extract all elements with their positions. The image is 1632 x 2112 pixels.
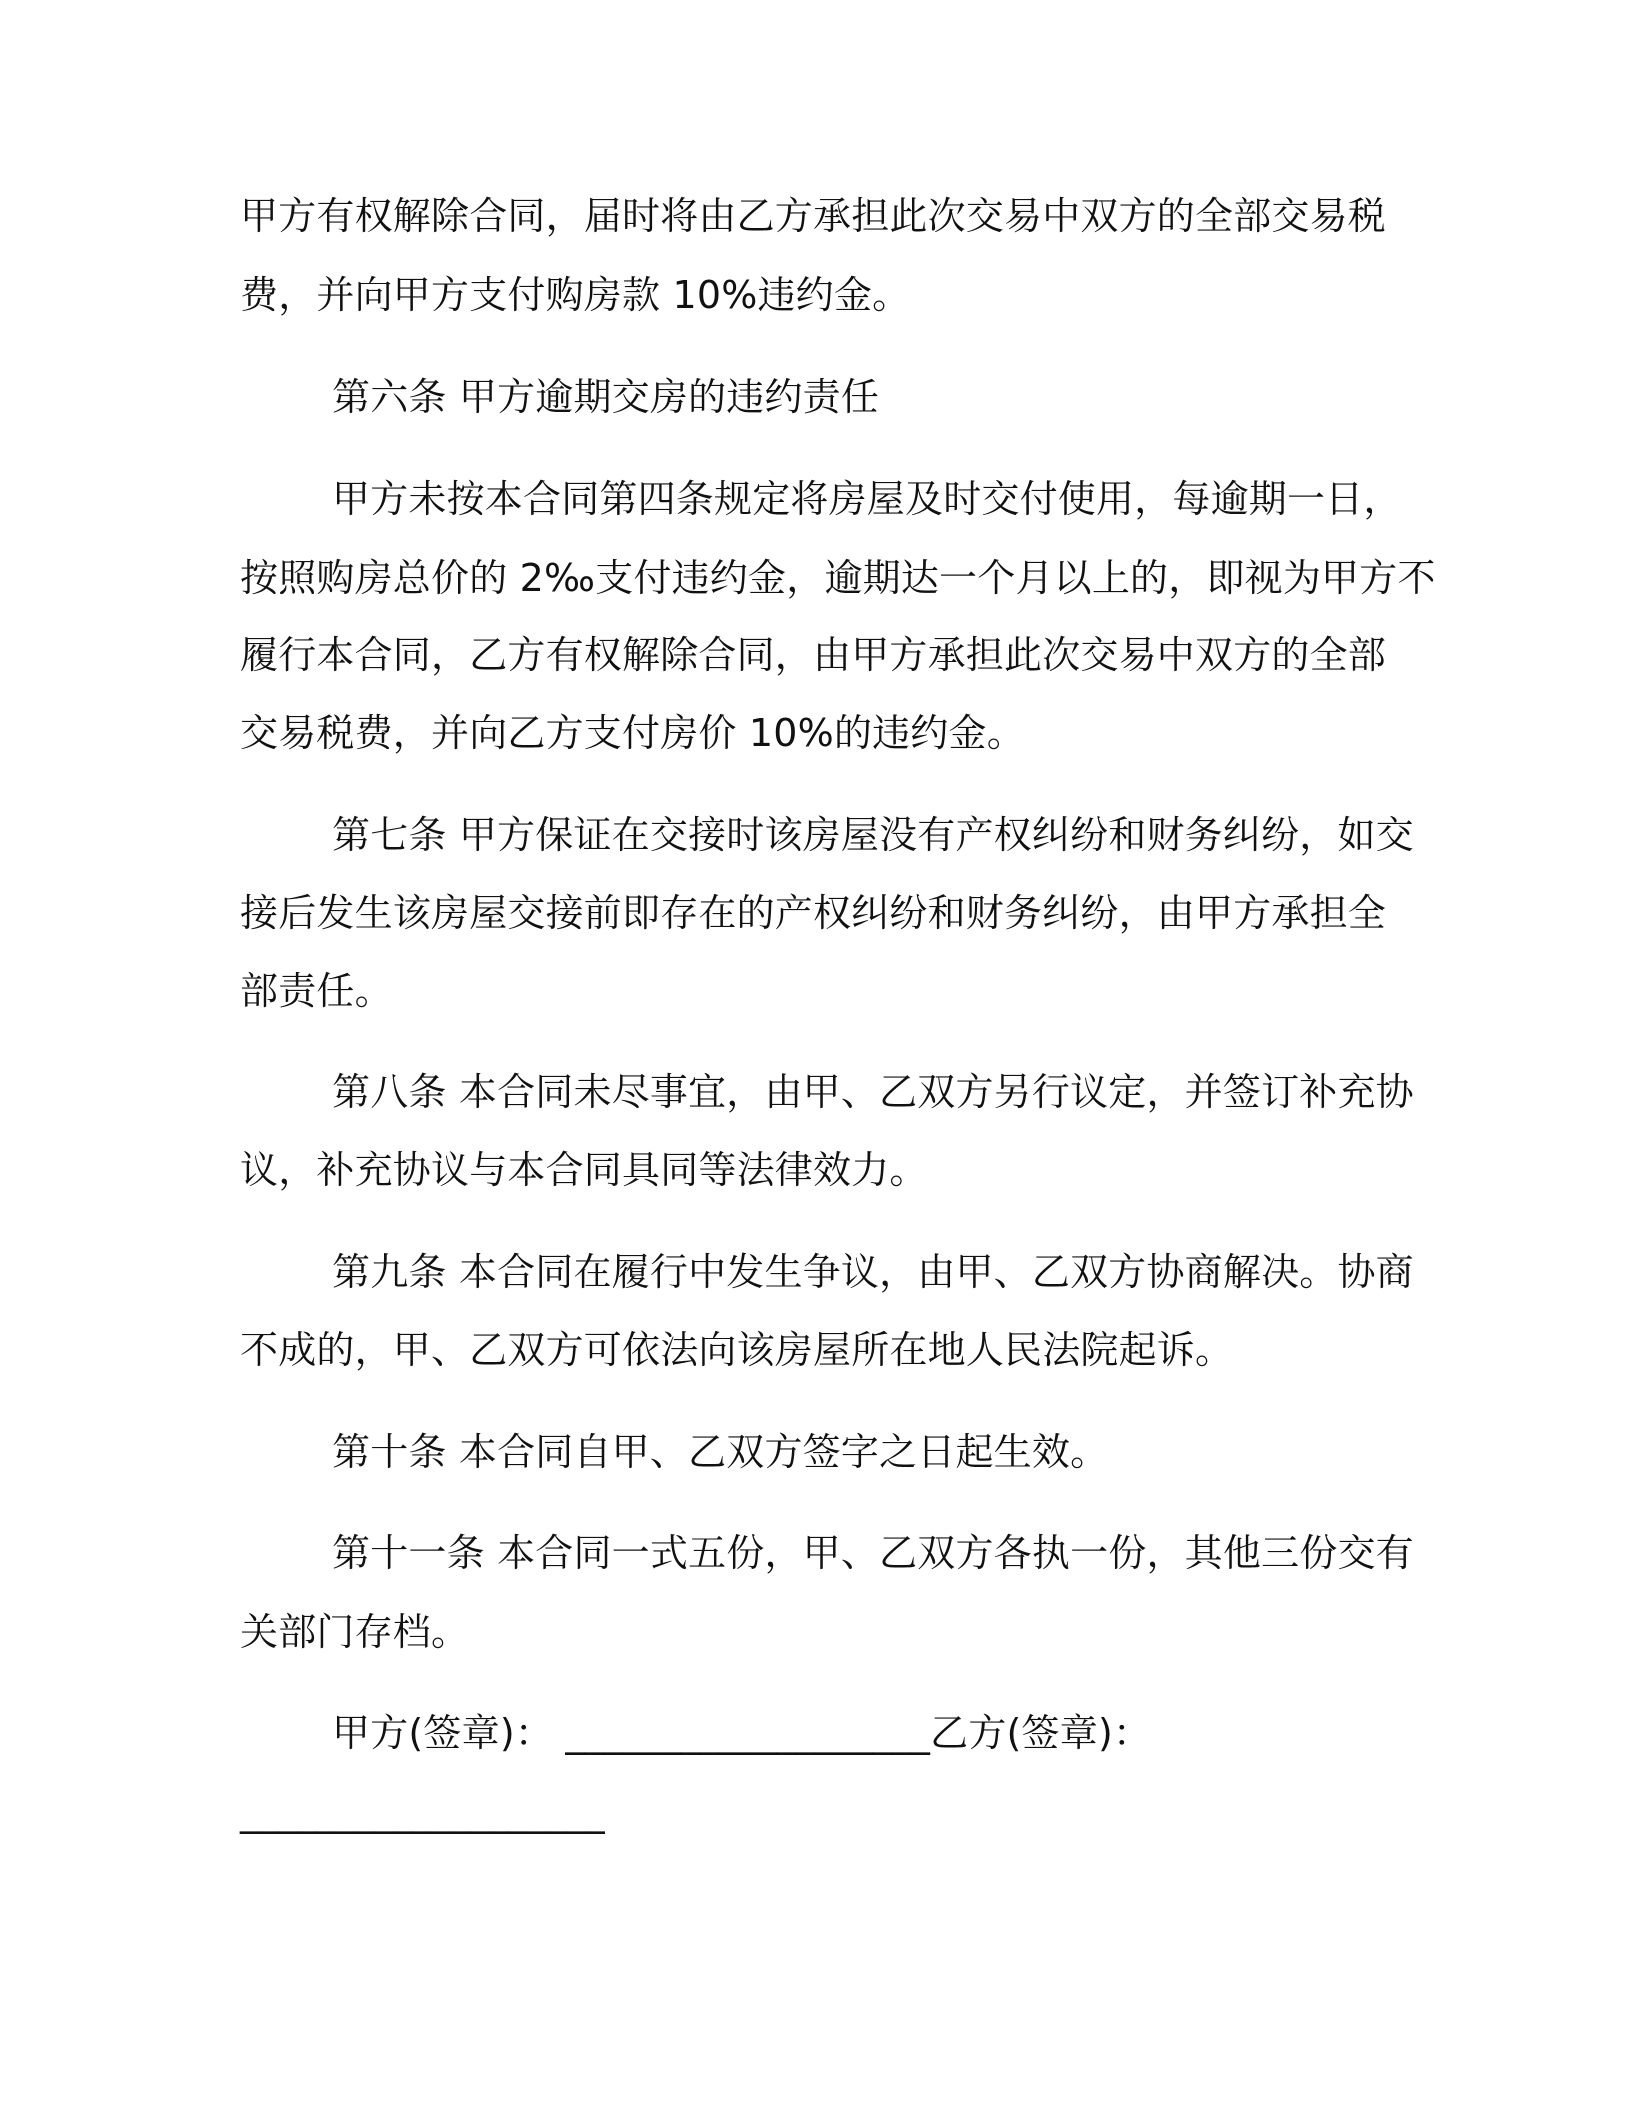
text-line: 部责任。 — [240, 969, 393, 1013]
text-line: 履行本合同，乙方有权解除合同，由甲方承担此次交易中双方的全部 — [240, 633, 1387, 677]
text-line: 第七条 甲方保证在交接时该房屋没有产权纠纷和财务纠纷，如交 — [332, 813, 1414, 857]
clause-heading: 第六条 甲方逾期交房的违约责任 — [332, 375, 880, 419]
text-line: 甲方未按本合同第四条规定将房屋及时交付使用，每逾期一日， — [332, 477, 1402, 521]
text-line: 议，补充协议与本合同具同等法律效力。 — [240, 1148, 928, 1192]
text-line: 第九条 本合同在履行中发生争议，由甲、乙双方协商解决。协商 — [332, 1250, 1414, 1294]
text-line: 第十条 本合同自甲、乙双方签字之日起生效。 — [332, 1430, 1109, 1474]
text-line: 甲方有权解除合同，届时将由乙方承担此次交易中双方的全部交易税 — [240, 194, 1387, 238]
text-line: 接后发生该房屋交接前即存在的产权纠纷和财务纠纷，由甲方承担全 — [240, 891, 1387, 935]
text-line: 交易税费，并向乙方支付房价 10%的违约金。 — [240, 711, 1025, 755]
text-line: 按照购房总价的 2‰支付违约金，逾期达一个月以上的，即视为甲方不 — [240, 556, 1436, 600]
text-line: 第八条 本合同未尽事宜，由甲、乙双方另行议定，并签订补充协 — [332, 1070, 1414, 1114]
text-line: 第十一条 本合同一式五份，甲、乙双方各执一份，其他三份交有 — [332, 1531, 1414, 1575]
signature-underline: ___________________ — [240, 1790, 605, 1834]
text-line: 费，并向甲方支付购房款 10%违约金。 — [240, 273, 911, 317]
signature-line: 甲方(签章)： ___________________乙方(签章)： — [332, 1711, 1152, 1755]
text-line: 不成的，甲、乙双方可依法向该房屋所在地人民法院起诉。 — [240, 1328, 1234, 1372]
text-line: 关部门存档。 — [240, 1610, 470, 1654]
